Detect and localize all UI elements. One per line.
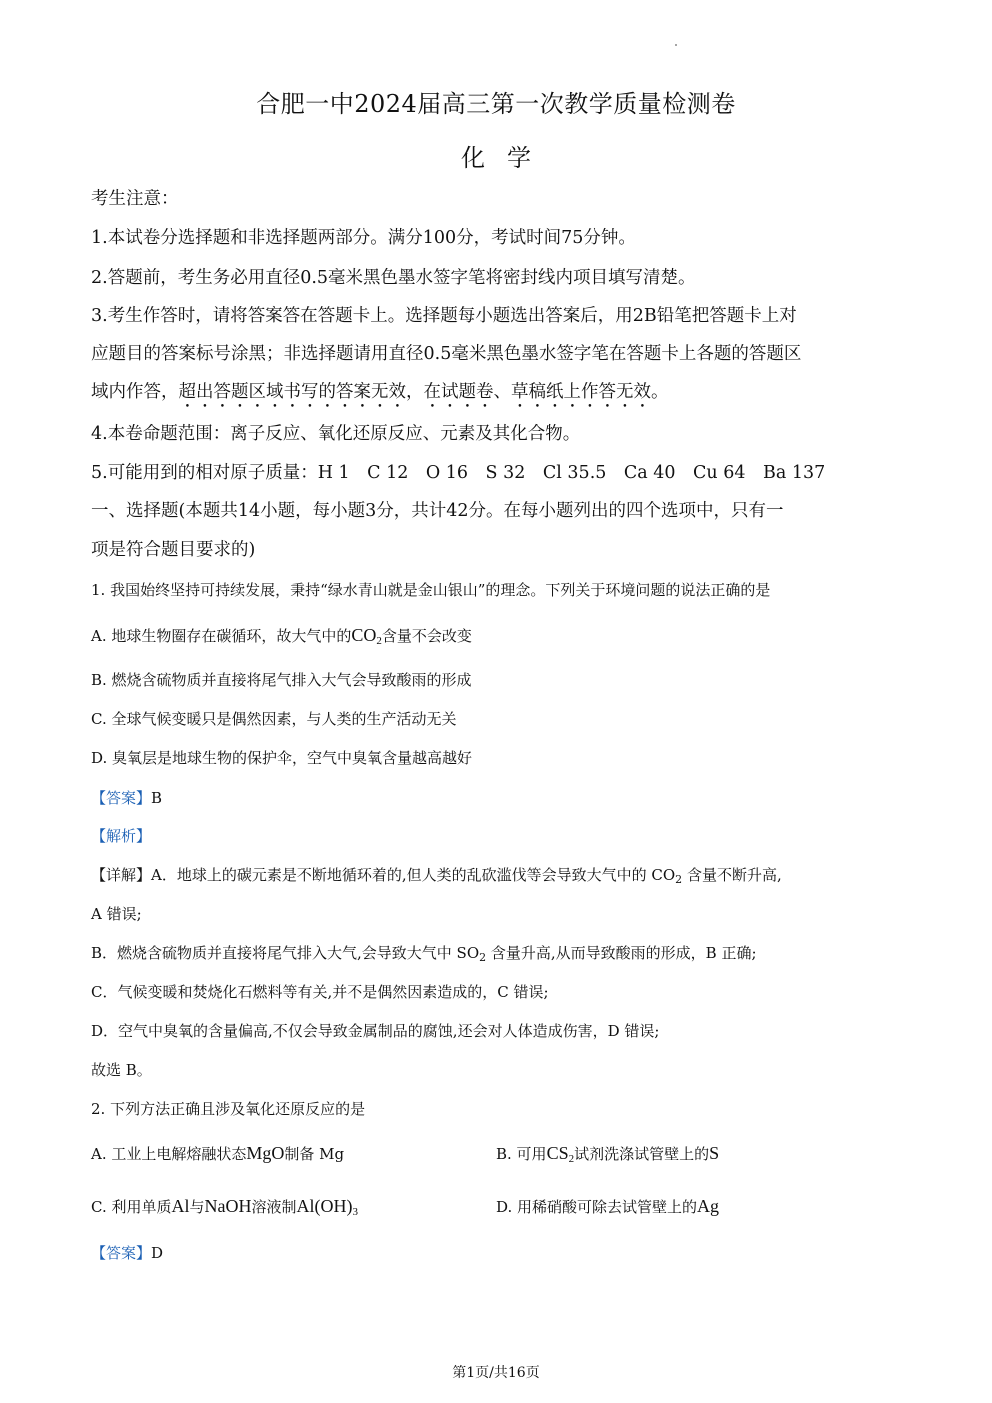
ag-formula: Ag — [697, 1196, 720, 1216]
section-heading-line-1: 一、选择题(本题共14小题，每小题3分，共计42分。在每小题列出的四个选项中，只有一 — [91, 501, 784, 521]
analysis-tag: 【解析】 — [91, 827, 152, 845]
question-1-option-c: C. 全球气候变暖只是偶然因素，与人类的生产活动无关 — [91, 710, 457, 728]
question-1-option-a — [91, 625, 906, 646]
question-1-answer — [91, 788, 906, 808]
question-2-option-c: C. 利用单质Al与NaOH溶液制$Al(OH)_3$ — [91, 1196, 359, 1218]
question-1-analysis — [91, 826, 906, 846]
sulfur-formula: S — [709, 1143, 720, 1163]
notice-item-5: 5.可能用到的相对原子质量：H 1 C 12 O 16 S 32 Cl 35.5 Ca 40 Cu 64 Ba 137 — [91, 463, 826, 483]
cs2-formula: $CS_2$ — [546, 1143, 575, 1165]
section-heading-line-2: 项是符合题目要求的) — [91, 540, 256, 560]
question-1-stem: 1. 我国始终坚持可持续发展，秉持“绿水青山就是金山银山”的理念。下列关于环境问题的说法正确的是 — [91, 581, 771, 599]
notice-item-3-line-2: 应题目的答案标号涂黑；非选择题请用直径0.5毫米黑色墨水签字笔在答题卡上各题的答题区 — [91, 344, 802, 364]
page-number: 第1页/共16页 — [452, 1365, 540, 1381]
question-2-option-b: B. 可用$CS_2$试剂洗涤试管壁上的S — [496, 1143, 720, 1165]
exam-title: 合肥一中2024届高三第一次教学质量检测卷 — [256, 90, 736, 118]
notice-item-3-emphasis: 超出答题区域书写的答案无效，在试题卷、草稿纸上作答无效 — [178, 382, 651, 402]
page-mark — [675, 44, 677, 46]
aloh3-formula: $Al(OH)_3$ — [296, 1196, 359, 1218]
naoh-formula: NaOH — [204, 1196, 252, 1216]
co2-formula: $CO_2$ — [351, 625, 382, 647]
question-1-detail-d: D．空气中臭氧的含量偏高,不仅会导致金属制品的腐蚀,还会对人体造成伤害，D 错误; — [91, 1022, 660, 1040]
notice-heading: 考生注意： — [91, 189, 179, 209]
question-1-detail-c: C．气候变暖和焚烧化石燃料等有关,并不是偶然因素造成的，C 错误; — [91, 983, 549, 1001]
option-a-text: A. 地球生物圈存在碳循环，故大气中的 — [91, 627, 352, 645]
question-1-detail-a-end: A 错误; — [91, 905, 142, 923]
notice-item-3-post: 。 — [651, 382, 669, 402]
question-2-option-a: A. 工业上电解熔融状态MgO制备 Mg — [91, 1143, 345, 1163]
question-1-detail-b: B．燃烧含硫物质并直接将尾气排入大气,会导致大气中 $SO_2$ 含量升高,从而导致酸雨的形成，B 正确; — [91, 944, 757, 964]
question-1-conclusion: 故选 B。 — [91, 1061, 152, 1079]
subject-title: 化学 — [461, 144, 553, 172]
mgo-formula: MgO — [246, 1143, 285, 1163]
notice-item-1: 1.本试卷分选择题和非选择题两部分。满分100分，考试时间75分钟。 — [91, 228, 636, 248]
answer-value: D — [151, 1244, 164, 1262]
al-formula: Al — [171, 1196, 190, 1216]
question-2-answer — [91, 1243, 906, 1263]
question-1-option-d: D. 臭氧层是地球生物的保护伞，空气中臭氧含量越高越好 — [91, 749, 473, 767]
answer-value: B — [151, 789, 163, 807]
answer-tag: 【答案】 — [91, 789, 152, 807]
question-1-detail-a: 【详解】A．地球上的碳元素是不断地循环着的,但人类的乱砍滥伐等会导致大气中的 $CO_2$ 含量不断升高, — [91, 866, 782, 886]
notice-item-2: 2.答题前，考生务必用直径0.5毫米黑色墨水签字笔将密封线内项目填写清楚。 — [91, 268, 696, 288]
notice-item-4: 4.本卷命题范围：离子反应、氧化还原反应、元素及其化合物。 — [91, 424, 581, 444]
question-1-option-b: B. 燃烧含硫物质并直接将尾气排入大气会导致酸雨的形成 — [91, 671, 472, 689]
detail-tag: 【详解】 — [91, 866, 152, 884]
question-2-stem: 2. 下列方法正确且涉及氧化还原反应的是 — [91, 1100, 366, 1118]
question-2-option-d: D. 用稀硝酸可除去试管壁上的Ag — [496, 1196, 720, 1216]
answer-tag: 【答案】 — [91, 1244, 152, 1262]
notice-item-3-pre: 域内作答， — [91, 382, 179, 402]
notice-item-3-line-3 — [91, 373, 906, 412]
option-a-text-end: 含量不会改变 — [381, 627, 472, 645]
notice-item-3-line-1: 3.考生作答时，请将答案答在答题卡上。选择题每小题选出答案后，用2B铅笔把答题卡上对 — [91, 306, 797, 326]
